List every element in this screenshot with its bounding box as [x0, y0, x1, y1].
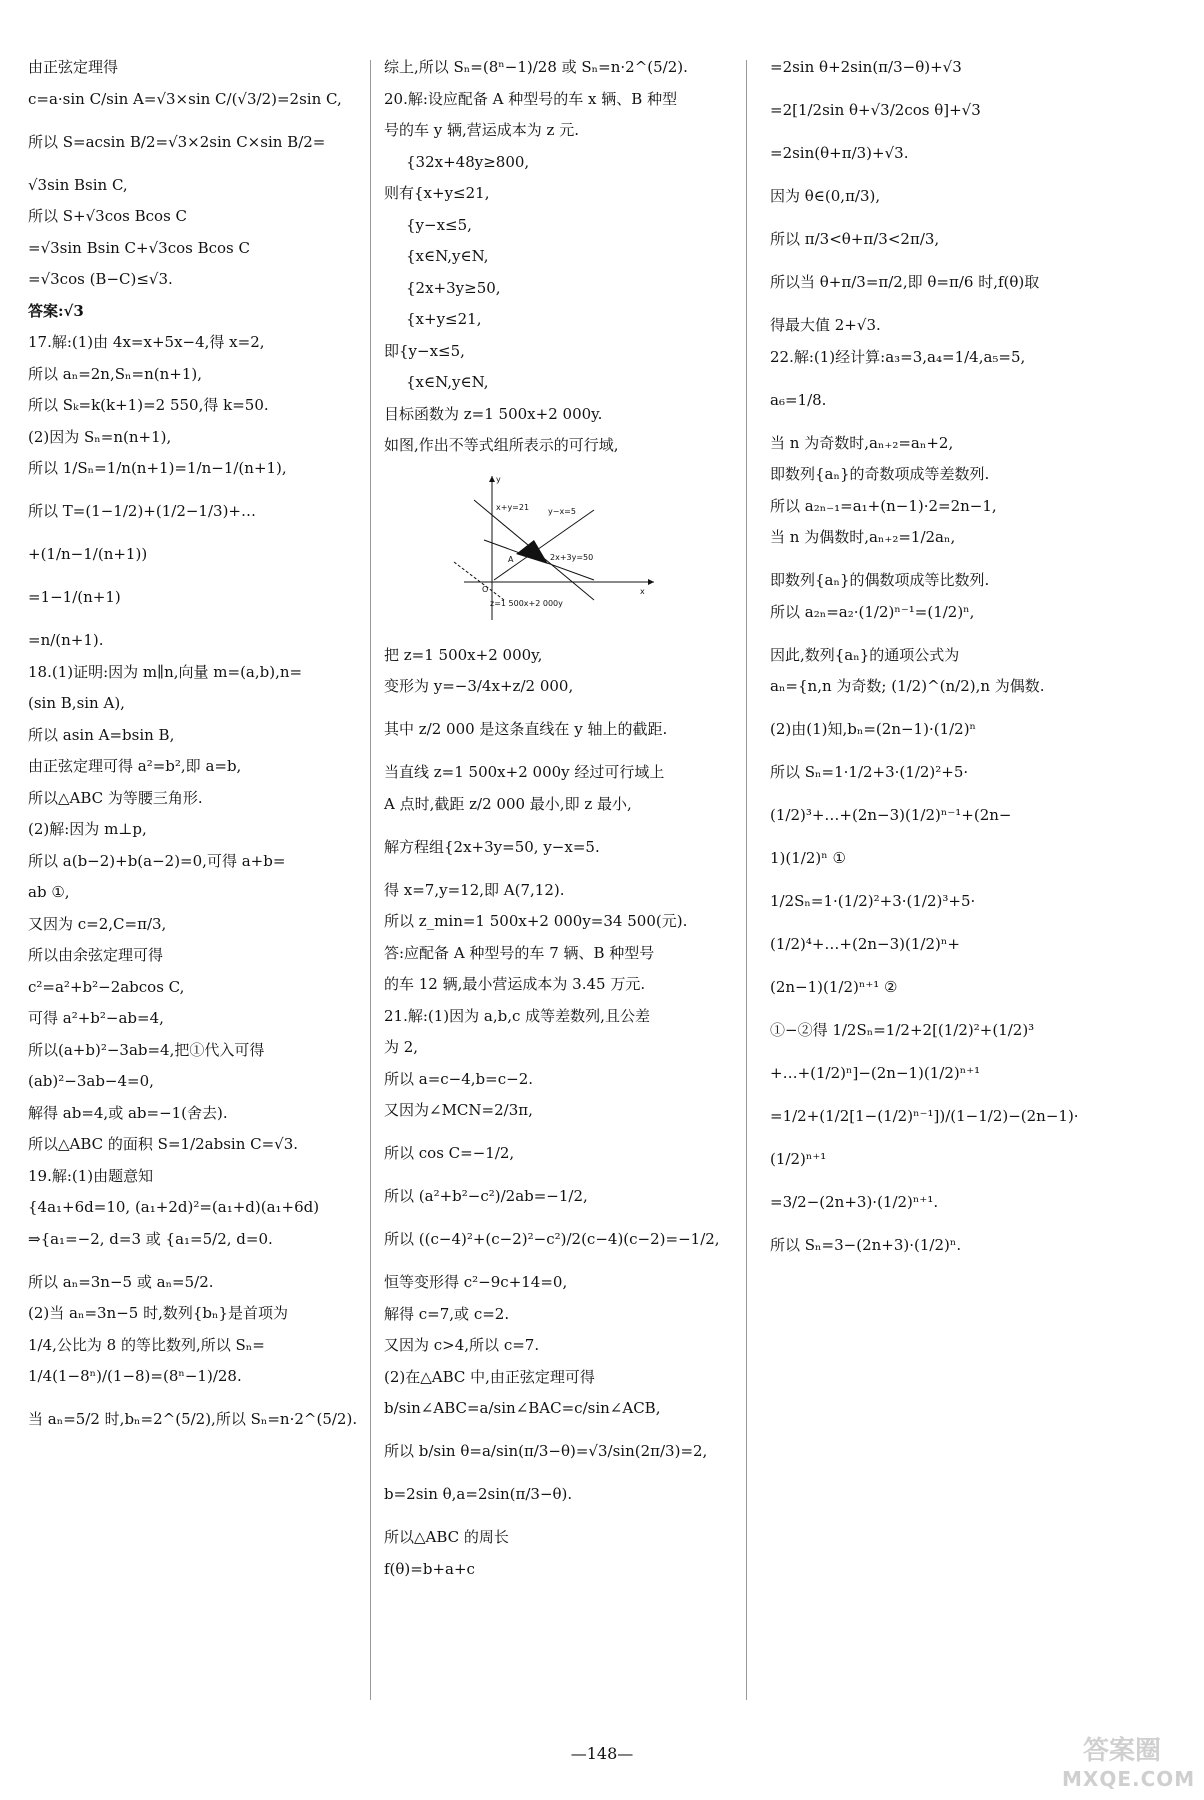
origin-label: O [482, 584, 489, 594]
text-line: 所以 asin A=bsin B, [28, 725, 175, 744]
system-line: {x∈N,y∈N, [406, 373, 489, 391]
text-line: 的车 12 辆,最小营运成本为 3.45 万元. [384, 975, 646, 993]
system-line: {2x+3y≥50, [406, 278, 501, 297]
text-line: =2[1/2sin θ+√3/2cos θ]+√3 [770, 101, 981, 119]
page-number: —148— [570, 1744, 634, 1763]
feasible-region [516, 540, 548, 564]
system-line: 即{y−x≤5, [384, 341, 465, 360]
text-line: 如图,作出不等式组所表示的可行域, [384, 436, 619, 454]
text-line: 所以 a₂ₙ₋₁=a₁+(n−1)·2=2n−1, [770, 496, 997, 515]
line-x-plus-y-label: x+y=21 [496, 502, 530, 512]
y-axis-arrow-icon [489, 476, 495, 482]
text-line: 解得 c=7,或 c=2. [384, 1304, 510, 1323]
system-line: {y−x≤5, [406, 215, 472, 234]
text-line: 又因为∠MCN=2/3π, [384, 1101, 533, 1119]
text-line: ①−②得 1/2Sₙ=1/2+2[(1/2)²+(1/2)³ [770, 1021, 1035, 1039]
text-line: (2)解:因为 m⊥p, [28, 820, 147, 838]
problem-21-start: 21.解:(1)因为 a,b,c 成等差数列,且公差 [384, 1006, 650, 1025]
text-line: 当直线 z=1 500x+2 000y 经过可行域上 [384, 763, 665, 781]
text-line: 所以 z_min=1 500x+2 000y=34 500(元). [384, 912, 688, 930]
problem-19-start: 19.解:(1)由题意知 [28, 1166, 154, 1185]
text-line: (sin B,sin A), [28, 694, 125, 712]
text-line: 因此,数列{aₙ}的通项公式为 [770, 645, 960, 664]
text-line: 恒等变形得 c²−9c+14=0, [384, 1273, 568, 1291]
text-line: 所以(a+b)²−3ab=4,把①代入可得 [28, 1040, 265, 1059]
text-line: ⇒{a₁=−2, d=3 或 {a₁=5/2, d=0. [28, 1229, 273, 1248]
text-line: 为 2, [384, 1038, 419, 1056]
text-line: 所以△ABC 的面积 S=1/2absin C=√3. [28, 1135, 299, 1153]
text-line: 所以当 θ+π/3=π/2,即 θ=π/6 时,f(θ)取 [770, 273, 1040, 291]
text-line: (2)在△ABC 中,由正弦定理可得 [384, 1367, 595, 1386]
text-line: b/sin∠ABC=a/sin∠BAC=c/sin∠ACB, [384, 1399, 661, 1417]
point-a-label: A [508, 554, 514, 564]
text-line: 所以 Sₙ=1·1/2+3·(1/2)²+5· [770, 763, 969, 781]
text-line: =2sin θ+2sin(π/3−θ)+√3 [770, 58, 962, 76]
problem-18-start: 18.(1)证明:因为 m∥n,向量 m=(a,b),n= [28, 662, 303, 681]
answer-line: 答案:√3 [28, 301, 84, 320]
text-line: (ab)²−3ab−4=0, [28, 1072, 154, 1090]
text-line: 得最大值 2+√3. [770, 316, 881, 334]
text-line: f(θ)=b+a+c [384, 1559, 475, 1578]
text-line: =1/2+(1/2[1−(1/2)ⁿ⁻¹])/(1−1/2)−(2n−1)· [770, 1107, 1079, 1125]
x-axis-arrow-icon [648, 579, 654, 585]
text-line: 当 aₙ=5/2 时,bₙ=2^(5/2),所以 Sₙ=n·2^(5/2). [28, 1410, 358, 1428]
text-line: 所以 a₂ₙ=a₂·(1/2)ⁿ⁻¹=(1/2)ⁿ, [770, 602, 975, 621]
x-axis-label: x [640, 586, 645, 596]
text-line: 把 z=1 500x+2 000y, [384, 645, 543, 664]
text-line: 所以 aₙ=3n−5 或 aₙ=5/2. [28, 1272, 214, 1291]
text-line: (2n−1)(1/2)ⁿ⁺¹ ② [770, 978, 898, 996]
text-line: 所以 cos C=−1/2, [384, 1144, 515, 1162]
text-line: 所以 b/sin θ=a/sin(π/3−θ)=√3/sin(2π/3)=2, [384, 1442, 708, 1460]
text-line: 变形为 y=−3/4x+z/2 000, [384, 677, 574, 695]
text-line: 又因为 c=2,C=π/3, [28, 914, 167, 933]
column-2 [384, 60, 718, 1593]
text-line: 所以 S+√3cos Bcos C [28, 207, 188, 225]
text-line: 解得 ab=4,或 ab=−1(舍去). [28, 1103, 228, 1122]
feasible-region-graph [444, 470, 664, 630]
watermark-logo [1062, 1730, 1196, 1791]
column-3 [770, 60, 1110, 1270]
text-line: 当 n 为奇数时,aₙ₊₂=aₙ+2, [770, 433, 954, 452]
line-z-dashed [454, 562, 504, 600]
text-line: 所以 (a²+b²−c²)/2ab=−1/2, [384, 1187, 588, 1205]
text-line: 答:应配备 A 种型号的车 7 辆、B 种型号 [384, 943, 655, 962]
column-divider-2 [746, 60, 747, 1700]
text-line: =3/2−(2n+3)·(1/2)ⁿ⁺¹. [770, 1193, 939, 1211]
column-1 [28, 60, 364, 1444]
feasible-region-figure [444, 470, 664, 630]
text-line: ab ①, [28, 883, 70, 901]
text-line: (2)因为 Sₙ=n(n+1), [28, 427, 172, 446]
text-line: 号的车 y 辆,营运成本为 z 元. [384, 121, 579, 139]
text-line: 所以 aₙ=2n,Sₙ=n(n+1), [28, 364, 202, 383]
text-line: +…+(1/2)ⁿ]−(2n−1)(1/2)ⁿ⁺¹ [770, 1064, 981, 1082]
text-line: 所以 Sₙ=3−(2n+3)·(1/2)ⁿ. [770, 1236, 962, 1254]
text-line: (1/2)ⁿ⁺¹ [770, 1150, 827, 1168]
text-line: aₙ={n,n 为奇数; (1/2)^(n/2),n 为偶数. [770, 677, 1045, 695]
text-line: 目标函数为 z=1 500x+2 000y. [384, 404, 603, 423]
line-2x-3y-label: 2x+3y=50 [550, 552, 594, 562]
text-line: =√3cos (B−C)≤√3. [28, 270, 173, 288]
column-divider-1 [370, 60, 371, 1700]
text-line: 所以△ABC 为等腰三角形. [28, 788, 203, 807]
system-line: {x+y≤21, [406, 310, 482, 328]
text-line: 即数列{aₙ}的奇数项成等差数列. [770, 465, 990, 483]
line-y-minus-x [494, 510, 594, 580]
text-line: (1/2)³+…+(2n−3)(1/2)ⁿ⁻¹+(2n− [770, 806, 1012, 824]
text-line: 又因为 c>4,所以 c=7. [384, 1336, 540, 1354]
line-z-label: z=1 500x+2 000y [490, 598, 563, 608]
text-line: 解方程组{2x+3y=50, y−x=5. [384, 837, 600, 856]
text-line: 因为 θ∈(0,π/3), [770, 187, 881, 205]
problem-17-start: 17.解:(1)由 4x=x+5x−4,得 x=2, [28, 333, 265, 351]
text-line: 所以由余弦定理可得 [28, 946, 164, 964]
text-line: 可得 a²+b²−ab=4, [28, 1009, 164, 1027]
text-line: 1/4(1−8ⁿ)/(1−8)=(8ⁿ−1)/28. [28, 1367, 242, 1385]
text-line: 1/4,公比为 8 的等比数列,所以 Sₙ= [28, 1335, 265, 1354]
text-line: a₆=1/8. [770, 390, 827, 409]
text-line: +(1/n−1/(n+1)) [28, 545, 148, 563]
text-line: 所以 a=c−4,b=c−2. [384, 1069, 534, 1088]
text-line: 所以△ABC 的周长 [384, 1528, 509, 1546]
text-line: =2sin(θ+π/3)+√3. [770, 144, 909, 162]
text-line: 综上,所以 Sₙ=(8ⁿ−1)/28 或 Sₙ=n·2^(5/2). [384, 58, 688, 76]
system-line: 则有{x+y≤21, [384, 184, 490, 202]
text-line: A 点时,截距 z/2 000 最小,即 z 最小, [384, 794, 632, 813]
watermark-bottom: MXQE.COM [1062, 1767, 1196, 1791]
y-axis-label: y [496, 474, 501, 484]
system-line: {32x+48y≥800, [406, 152, 530, 171]
problem-22-start: 22.解:(1)经计算:a₃=3,a₄=1/4,a₅=5, [770, 347, 1026, 366]
line-y-minus-x-label: y−x=5 [548, 506, 576, 516]
text-line: c²=a²+b²−2abcos C, [28, 977, 185, 996]
text-line: 所以 1/Sₙ=1/n(n+1)=1/n−1/(n+1), [28, 459, 287, 477]
text-line: 所以 S=acsin B/2=√3×2sin C×sin B/2= [28, 132, 326, 151]
text-line: 所以 Sₖ=k(k+1)=2 550,得 k=50. [28, 396, 269, 414]
watermark-top: 答案圈 [1082, 1736, 1161, 1766]
text-line: 所以 T=(1−1/2)+(1/2−1/3)+… [28, 502, 256, 520]
text-line: 1)(1/2)ⁿ ① [770, 849, 846, 867]
text-line: 得 x=7,y=12,即 A(7,12). [384, 880, 565, 899]
text-line: (2)当 aₙ=3n−5 时,数列{bₙ}是首项为 [28, 1304, 289, 1322]
text-line: =√3sin Bsin C+√3cos Bcos C [28, 238, 250, 257]
text-line: 由正弦定理得 [28, 58, 119, 76]
problem-20-start: 20.解:设应配备 A 种型号的车 x 辆、B 种型 [384, 89, 678, 108]
text-line: 其中 z/2 000 是这条直线在 y 轴上的截距. [384, 720, 668, 738]
text-line: 当 n 为偶数时,aₙ₊₂=1/2aₙ, [770, 528, 956, 546]
text-line: =n/(n+1). [28, 631, 104, 649]
system-line: {x∈N,y∈N, [406, 247, 489, 265]
text-line: 由正弦定理可得 a²=b²,即 a=b, [28, 757, 242, 775]
text-line: 所以 ((c−4)²+(c−2)²−c²)/2(c−4)(c−2)=−1/2, [384, 1230, 720, 1248]
text-line: 即数列{aₙ}的偶数项成等比数列. [770, 571, 990, 589]
text-line: 所以 π/3<θ+π/3<2π/3, [770, 230, 940, 248]
text-line: (2)由(1)知,bₙ=(2n−1)·(1/2)ⁿ [770, 720, 977, 738]
text-line: b=2sin θ,a=2sin(π/3−θ). [384, 1485, 573, 1503]
text-line: (1/2)⁴+…+(2n−3)(1/2)ⁿ+ [770, 935, 960, 953]
text-line: =1−1/(n+1) [28, 588, 121, 606]
text-line: c=a·sin C/sin A=√3×sin C/(√3/2)=2sin C, [28, 89, 342, 108]
text-line: √3sin Bsin C, [28, 175, 128, 194]
text-line: 所以 a(b−2)+b(a−2)=0,可得 a+b= [28, 851, 286, 870]
text-line: 1/2Sₙ=1·(1/2)²+3·(1/2)³+5· [770, 892, 976, 910]
text-line: {4a₁+6d=10, (a₁+2d)²=(a₁+d)(a₁+6d) [28, 1198, 320, 1216]
